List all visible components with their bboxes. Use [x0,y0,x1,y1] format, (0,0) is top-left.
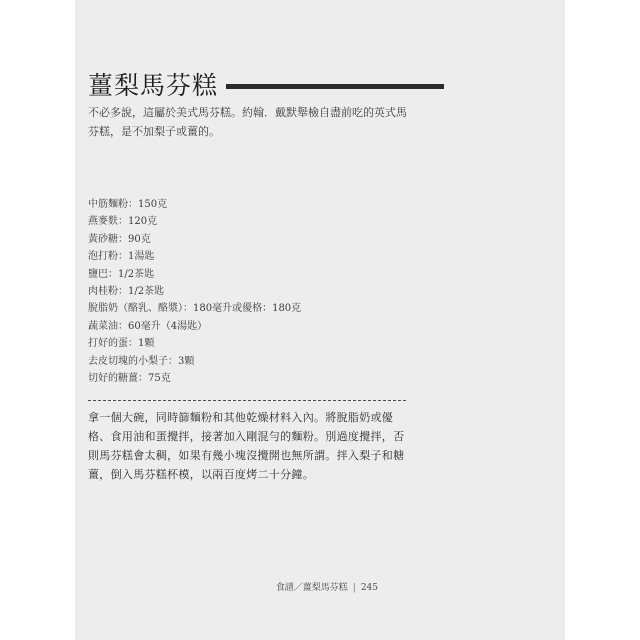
ingredient-item: 切好的糖薑：75克 [88,373,171,385]
ingredient-item: 打好的蛋：1顆 [88,338,155,350]
footer-separator: | [352,583,356,593]
page-footer [178,580,378,593]
ingredient-item: 脫脂奶（酪乳、酪漿）：180毫升或優格：180克 [88,303,302,315]
method-paragraph: 拿一個大碗，同時篩麵粉和其他乾燥材料入內。將脫脂奶或優格、食用油和蛋攪拌，接著加入剛混勻的麵粉。別過度攪拌，否則馬芬糕會太稠，如果有幾小塊沒攪開也無所謂。拌入梨子和糖薑，倒入馬芬糕杯模，以兩百度烤二十分鐘。 [88,411,405,481]
ingredient-list [88,196,301,387]
dashed-divider [88,400,406,401]
title-underline-bar [226,84,444,89]
page-number: 245 [360,583,378,593]
ingredient-item: 黃砂糖：90克 [88,233,151,245]
ingredient-item: 中筋麵粉：150克 [88,199,168,210]
ingredient-item: 鹽巴：1/2茶匙 [88,268,155,280]
ingredient-item: 蔬菜油：60毫升（4湯匙） [88,320,208,332]
ingredient-item: 泡打粉：1湯匙 [88,251,155,263]
recipe-title: 薑梨馬芬糕 [88,71,219,100]
ingredient-item: 肉桂粉：1/2茶匙 [88,286,165,298]
title-row [88,66,444,102]
footer-section-title: 食譜／薑梨馬芬糕 [275,583,348,593]
ingredient-item: 去皮切塊的小梨子：3顆 [88,355,195,367]
intro-paragraph: 不必多說，這屬於美式馬芬糕。約翰．戴默舉檢自盡前吃的英式馬芬糕，是不加梨子或薑的。 [88,106,407,138]
ingredient-item: 燕麥麩：120克 [88,216,158,228]
